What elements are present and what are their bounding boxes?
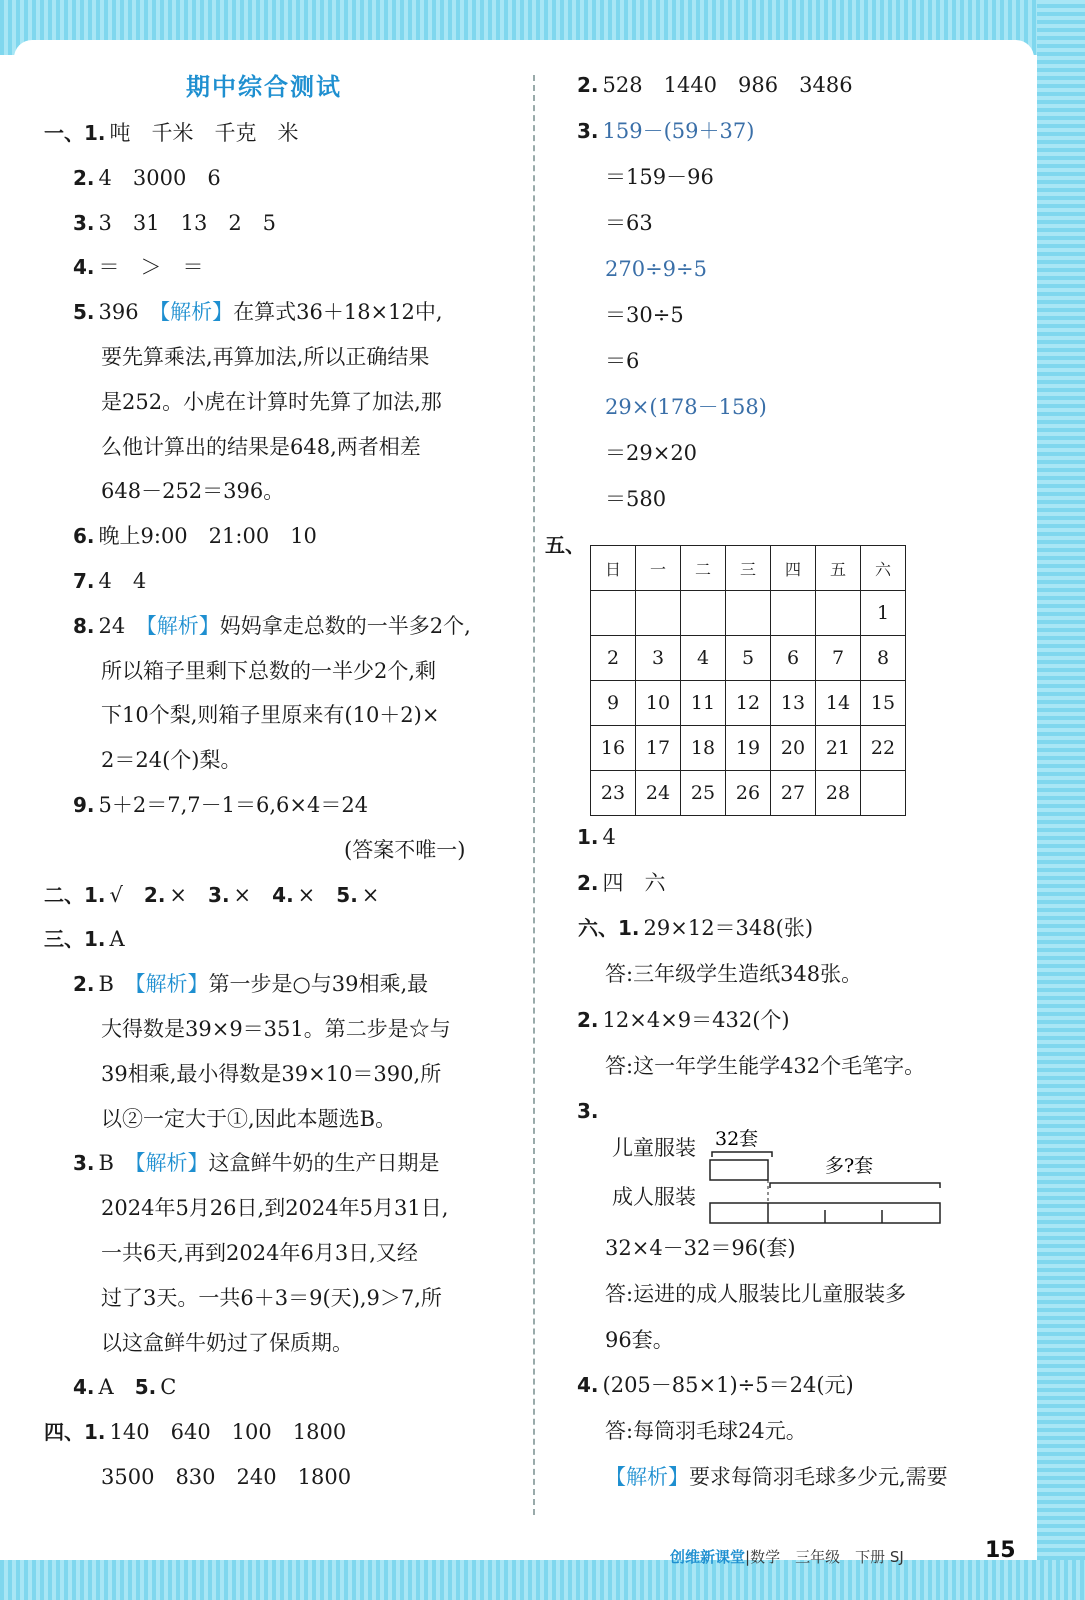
answer-line (605, 1416, 807, 1446)
item-number: 2. (577, 73, 599, 97)
answer-text: 4 3000 6 (98, 165, 221, 190)
answer-text: 29×(178－158) (605, 395, 767, 419)
answer-line (73, 611, 471, 641)
calendar-cell: 15 (861, 681, 906, 726)
item-number: 4. (73, 1375, 95, 1400)
calendar-cell (681, 591, 726, 636)
calendar-cell: 28 (816, 771, 861, 816)
answer-line (605, 1279, 906, 1309)
answer-text: √ (109, 882, 144, 907)
answer-text: ＝63 (605, 211, 653, 235)
answer-text: ＝159－96 (605, 165, 714, 189)
answer-line (101, 656, 436, 686)
answer-text: 这盒鲜牛奶的生产日期是 (208, 1151, 440, 1176)
answer-line (101, 1328, 353, 1358)
answer-text: B (98, 1151, 135, 1176)
calendar-cell: 16 (591, 726, 636, 771)
calendar-cell: 27 (771, 771, 816, 816)
calendar-cell: 8 (861, 636, 906, 681)
answer-line (101, 387, 442, 417)
answer-text: 24 (98, 613, 147, 638)
item-number: 5. (73, 300, 95, 325)
answer-text: 3500 830 240 1800 (101, 1465, 352, 1489)
answer-line (73, 297, 443, 327)
answer-text: 大得数是39×9＝351。第二步是☆与 (101, 1017, 451, 1041)
answer-text: 么他计算出的结果是648,两者相差 (101, 434, 421, 459)
section-five-label: 五、 (545, 533, 585, 557)
calendar-cell: 24 (636, 771, 681, 816)
answer-line (605, 392, 767, 422)
analysis-tag: 【解析】 (134, 1151, 209, 1176)
calendar-cell: 9 (591, 681, 636, 726)
answer-text: ＝6 (605, 349, 640, 373)
answer-text: 39相乘,最小得数是39×10＝390,所 (101, 1061, 442, 1086)
answer-text: (205－85×1)÷5＝24(元) (602, 1373, 854, 1398)
answer-text: 159－(59＋37) (602, 119, 755, 143)
answer-line (605, 162, 714, 192)
calendar-cell: 6 (771, 636, 816, 681)
calendar-cell: 2 (591, 636, 636, 681)
answer-line (44, 924, 125, 954)
answer-line (605, 208, 653, 238)
calendar-cell: 五 (816, 546, 861, 591)
calendar-cell: 25 (681, 771, 726, 816)
answer-line (101, 1462, 351, 1492)
calendar-cell: 3 (636, 636, 681, 681)
answer-text: 2＝24(个)梨。 (101, 748, 242, 773)
answer-line (605, 1462, 948, 1492)
answer-text: 要先算乘法,再算加法,所以正确结果 (101, 345, 430, 369)
answer-text: 528 1440 986 3486 (602, 73, 853, 97)
footer (670, 1546, 904, 1567)
answer-text: 答:这一年学生能学432个毛笔字。 (605, 1053, 926, 1078)
column-divider (533, 75, 535, 1515)
calendar-cell: 22 (861, 726, 906, 771)
answer-line (44, 880, 379, 910)
answer-text: 在算式36＋18×12中, (233, 300, 443, 325)
calendar-cell: 7 (816, 636, 861, 681)
answer-text: 答:运进的成人服装比儿童服装多 (605, 1282, 907, 1306)
answer-line (44, 118, 299, 148)
answer-line (605, 1051, 925, 1081)
answer-text: 所以箱子里剩下总数的一半少2个,剩 (101, 658, 437, 683)
answer-line (73, 208, 276, 238)
answer-line (577, 116, 754, 146)
calendar-cell: 12 (726, 681, 771, 726)
answer-text: × (233, 882, 273, 907)
calendar-cell: 二 (681, 546, 726, 591)
answer-text: 270÷9÷5 (605, 257, 707, 281)
item-number: 3. (208, 882, 230, 907)
calendar-week-row (591, 726, 906, 771)
item-number: 4. (577, 1373, 599, 1398)
item-number: 二、1. (44, 882, 106, 907)
calendar-cell: 13 (771, 681, 816, 726)
kids-bar (710, 1160, 768, 1180)
calendar-cell: 三 (726, 546, 771, 591)
answer-text: × (297, 882, 337, 907)
answer-line (73, 1372, 176, 1402)
item-number: 三、1. (44, 927, 106, 952)
answer-text: 32×4－32＝96(套) (605, 1236, 796, 1261)
answer-text: B (98, 972, 135, 997)
answer-line (101, 1193, 448, 1223)
answer-line (577, 868, 666, 898)
calendar-cell: 17 (636, 726, 681, 771)
answer-line (101, 1104, 396, 1134)
item-number: 2. (73, 972, 95, 997)
answer-text: ＝30÷5 (605, 303, 684, 327)
answer-line (577, 1005, 790, 1035)
clothing-diagram (690, 1125, 990, 1275)
answer-text: 四 六 (602, 870, 666, 895)
answer-text: 2024年5月26日,到2024年5月31日, (101, 1196, 449, 1221)
answer-line (101, 432, 421, 462)
calendar-table (590, 545, 906, 816)
answer-line (577, 1370, 854, 1400)
answer-line (73, 1148, 439, 1178)
item-number: 2. (577, 870, 599, 895)
right-border (1037, 0, 1085, 1600)
calendar-cell: 六 (861, 546, 906, 591)
footer-text: |数学 三年级 下册 SJ (745, 1548, 904, 1566)
answer-text: 12×4×9＝432(个) (602, 1007, 790, 1032)
item-number: 3. (577, 119, 599, 143)
calendar-week-row (591, 636, 906, 681)
calendar-cell: 18 (681, 726, 726, 771)
answer-line (577, 70, 853, 100)
item-number: 5. (336, 882, 358, 907)
item-number: 6. (73, 524, 95, 549)
diagram-top-brace (712, 1152, 772, 1157)
answer-text: 140 640 100 1800 (109, 1420, 347, 1445)
answer-text: 过了3天。一共6＋3＝9(天),9＞7,所 (101, 1285, 442, 1310)
answer-line (73, 566, 146, 596)
calendar-cell: 10 (636, 681, 681, 726)
answer-line (578, 913, 813, 943)
answer-text: 648－252＝396。 (101, 479, 285, 504)
answer-text: A (98, 1375, 135, 1400)
calendar-cell (726, 591, 771, 636)
answer-text: 以这盒鲜牛奶过了保质期。 (101, 1330, 353, 1355)
diagram-top-label: 32套 (715, 1128, 759, 1150)
calendar-week-row (591, 771, 906, 816)
calendar-cell: 1 (861, 591, 906, 636)
item-number: 3. (73, 1151, 95, 1176)
answer-line (73, 969, 428, 999)
page-title: 期中综合测试 (186, 73, 342, 101)
analysis-tag: 【解析】 (134, 972, 209, 997)
answer-text: 答:每筒羽毛球24元。 (605, 1419, 807, 1444)
item-number: 一、1. (44, 121, 106, 145)
answer-line (605, 254, 707, 284)
answer-line (101, 342, 429, 372)
answer-text: 29×12＝348(张) (643, 916, 814, 941)
answer-text: 4 4 (98, 569, 147, 593)
answer-line (605, 346, 639, 376)
answer-line (73, 521, 317, 551)
calendar-cell (771, 591, 816, 636)
answer-text: 3 31 13 2 5 (98, 210, 277, 235)
answer-text: 一共6天,再到2024年6月3日,又经 (101, 1241, 418, 1265)
answer-text: C (160, 1375, 177, 1400)
item-number: 六、1. (578, 916, 640, 941)
calendar-cell (861, 771, 906, 816)
calendar-header-row (591, 546, 906, 591)
answer-text: 妈妈拿走总数的一半多2个, (219, 613, 471, 638)
answer-text: ＝580 (605, 487, 667, 511)
analysis-tag: 【解析】 (159, 300, 234, 325)
answer-text: 下10个梨,则箱子里原来有(10＋2)× (101, 703, 440, 728)
analysis-tag: 【解析】 (146, 613, 220, 638)
answer-text: 5＋2＝7,7－1＝6,6×4＝24 (98, 793, 369, 817)
answer-text: 是252。小虎在计算时先算了加法,那 (101, 389, 442, 414)
answer-text: × (361, 882, 380, 907)
item-number: 7. (73, 569, 95, 593)
calendar-cell: 23 (591, 771, 636, 816)
answer-text: 以②一定大于①,因此本题选B。 (101, 1106, 397, 1131)
answer-line (101, 700, 439, 730)
diagram-kids-label: 儿童服装 (612, 1136, 696, 1160)
answer-line (73, 790, 368, 820)
calendar-week-row (591, 591, 906, 636)
footer-brand: 创维新课堂 (670, 1548, 746, 1566)
answer-line (73, 163, 221, 193)
answer-text: 答:三年级学生造纸348张。 (605, 962, 863, 987)
answer-text: 96套。 (605, 1327, 674, 1352)
answer-line (605, 959, 862, 989)
item-number: 2. (577, 1007, 599, 1032)
calendar-cell (816, 591, 861, 636)
item-number: 8. (73, 613, 95, 638)
item-number: 2. (73, 165, 95, 190)
answer-line (101, 476, 284, 506)
item-number: 9. (73, 793, 95, 817)
answer-text: 第一步是○与39相乘,最 (208, 972, 429, 997)
answer-line (605, 300, 684, 330)
item-number: 4. (73, 255, 95, 280)
answer-text: 4 (602, 825, 616, 849)
answer-line (73, 252, 204, 282)
answer-line (101, 1014, 451, 1044)
answer-line (101, 1238, 418, 1268)
answer-line (605, 1325, 674, 1355)
calendar-cell: 一 (636, 546, 681, 591)
answer-text: 吨 千米 千克 米 (109, 121, 299, 145)
calendar-cell: 5 (726, 636, 771, 681)
item-number: 2. (143, 882, 166, 907)
calendar-cell: 20 (771, 726, 816, 771)
diagram-question-label: 多?套 (825, 1155, 874, 1177)
answer-text: (答案不唯一) (344, 837, 466, 862)
answer-text: ＝29×20 (605, 441, 698, 465)
answer-line (101, 1059, 441, 1089)
calendar-cell (636, 591, 681, 636)
item-number: 4. (272, 882, 294, 907)
item-number: 3. (73, 210, 95, 235)
calendar-cell: 14 (816, 681, 861, 726)
calendar-cell: 11 (681, 681, 726, 726)
answer-line (101, 745, 241, 775)
item-number: 5. (134, 1375, 157, 1400)
calendar-cell (591, 591, 636, 636)
diagram-adult-label: 成人服装 (612, 1185, 696, 1209)
calendar-cell: 四 (771, 546, 816, 591)
calendar-week-row (591, 681, 906, 726)
answer-text: ＝ ＞ ＝ (98, 255, 204, 280)
answer-line (605, 484, 666, 514)
answer-text: × (169, 882, 209, 907)
calendar-cell: 4 (681, 636, 726, 681)
answer-text: A (109, 927, 125, 952)
bottom-border (0, 1560, 1085, 1600)
item-number: 1. (577, 825, 599, 849)
answer-line (44, 1417, 346, 1447)
analysis-tag: 【解析】 (605, 1464, 689, 1489)
page-number: 15 (985, 1538, 1016, 1563)
item-number: 3. (577, 1099, 599, 1124)
answer-line (605, 438, 697, 468)
calendar-cell: 21 (816, 726, 861, 771)
calendar-cell: 19 (726, 726, 771, 771)
calendar-cell: 26 (726, 771, 771, 816)
answer-line (577, 1096, 603, 1126)
answer-text: 要求每筒羽毛球多少元,需要 (689, 1464, 948, 1489)
answer-text: 晚上9:00 21:00 10 (98, 524, 317, 549)
answer-line (344, 835, 465, 865)
calendar-cell: 日 (591, 546, 636, 591)
answer-line (101, 1283, 442, 1313)
answer-text: 396 (98, 300, 160, 325)
diagram-question-brace (770, 1183, 940, 1188)
item-number: 四、1. (44, 1420, 106, 1445)
answer-line (577, 822, 616, 852)
